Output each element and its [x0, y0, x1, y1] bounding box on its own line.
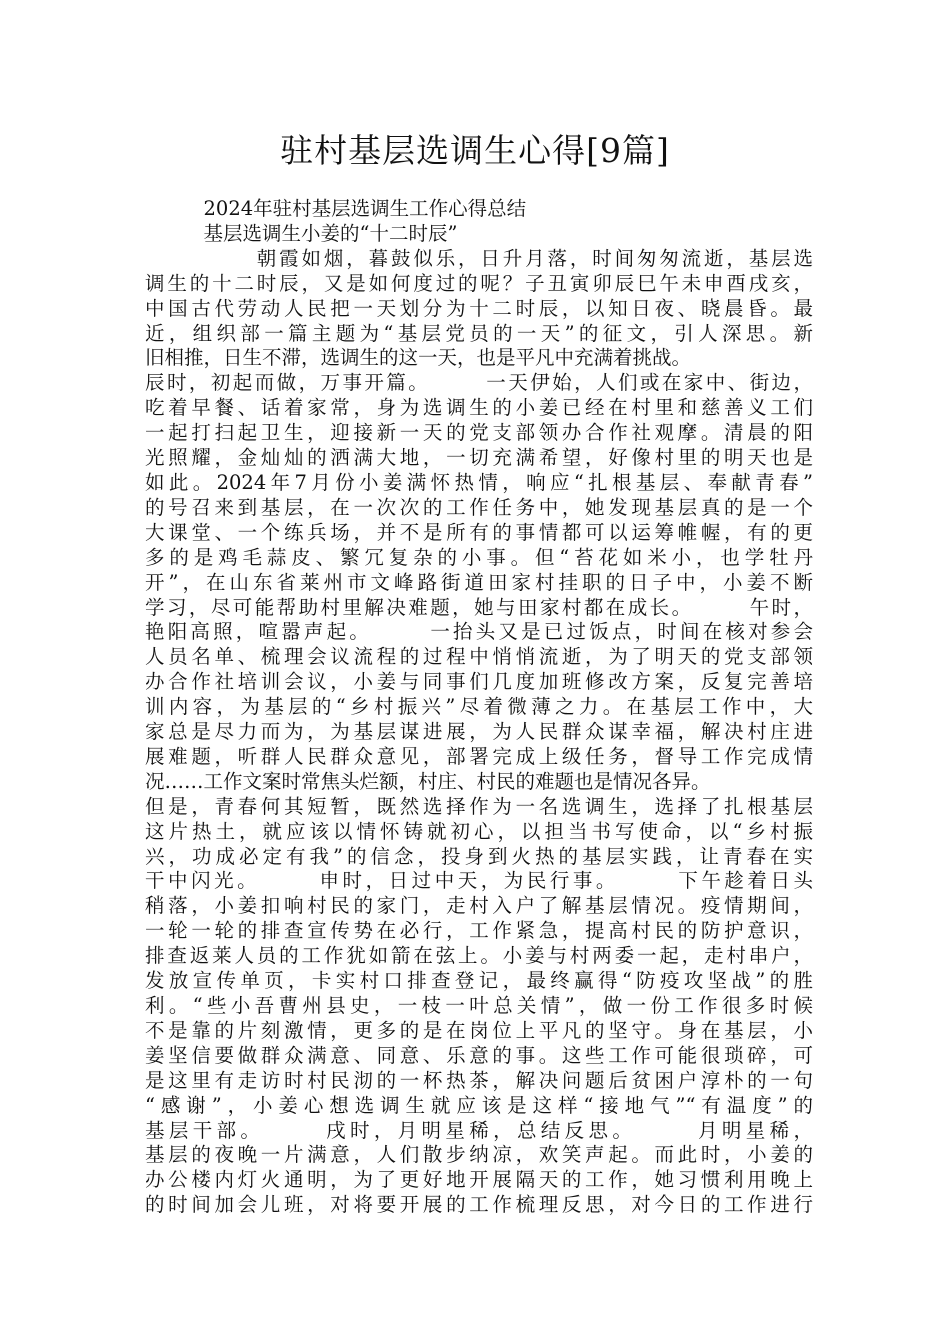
text-line: 基层选调生小姜的“十二时辰” — [145, 221, 458, 245]
text-line: 稍落，小姜扣响村民的家门，走村入户了解基层情况。疫情期间， — [145, 894, 813, 918]
text-line: 开”，在山东省莱州市文峰路街道田家村挂职的日子中，小姜不断 — [145, 570, 813, 594]
text-line: 训内容，为基层的“乡村振兴”尽着微薄之力。在基层工作中，大 — [145, 695, 813, 719]
text-line: 2024年驻村基层选调生工作心得总结 — [145, 197, 527, 220]
text-line: 办公楼内灯火通明，为了更好地开展隔天的工作，她习惯利用晚上 — [145, 1168, 813, 1192]
text-line: 但是，青春何其短暂，既然选择作为一名选调生，选择了扎根基层 — [145, 794, 813, 818]
document-body — [145, 197, 813, 1218]
text-line: 辰时，初起而做，万事开篇。 一天伊始，人们或在家中、街边， — [145, 371, 813, 395]
text-line: 发放宣传单页，卡实村口排查登记，最终赢得“防疫攻坚战”的胜 — [145, 969, 813, 993]
text-line: 一起打扫起卫生，迎接新一天的党支部领办合作社观摩。清晨的阳 — [145, 421, 813, 445]
text-line: 兴，功成必定有我”的信念，投身到火热的基层实践，让青春在实 — [145, 844, 813, 868]
text-line: 光照耀，金灿灿的洒满大地，一切充满希望，好像村里的明天也是 — [145, 446, 813, 470]
text-line: 排查返莱人员的工作犹如箭在弦上。小姜与村两委一起，走村串户， — [145, 944, 813, 968]
text-line: 吃着早餐、话着家常，身为选调生的小姜已经在村里和慈善义工们 — [145, 396, 813, 420]
text-line: 干中闪光。 申时，日过中天，为民行事。 下午趁着日头 — [145, 869, 813, 893]
text-line: 家总是尽力而为，为基层谋进展，为人民群众谋幸福，解决村庄进 — [145, 720, 813, 744]
text-line: 一轮一轮的排查宣传势在必行，工作紧急，提高村民的防护意识， — [145, 919, 813, 943]
text-line: 基层的夜晚一片满意，人们散步纳凉，欢笑声起。而此时，小姜的 — [145, 1143, 813, 1167]
text-line: 调生的十二时辰，又是如何度过的呢？子丑寅卯辰巳午未申酉戌亥， — [145, 271, 813, 295]
text-line: “感谢”，小姜心想选调生就应该是这样“接地气”“有温度”的 — [145, 1093, 813, 1117]
text-line: 姜坚信要做群众满意、同意、乐意的事。这些工作可能很琐碎，可 — [145, 1043, 813, 1067]
text-line: 是这里有走访时村民沏的一杯热茶，解决问题后贫困户淳朴的一句 — [145, 1068, 813, 1092]
text-line: 如此。2024年7月份小姜满怀热情，响应“扎根基层、奉献青春” — [145, 470, 813, 494]
text-line: 多的是鸡毛蒜皮、繁冗复杂的小事。但“苔花如米小，也学牡丹 — [145, 545, 813, 569]
text-line: 展难题，听群人民群众意见，部署完成上级任务，督导工作完成情 — [145, 744, 813, 768]
text-line: 的时间加会儿班，对将要开展的工作梳理反思，对今日的工作进行 — [145, 1193, 813, 1217]
text-line: 不是靠的片刻激情，更多的是在岗位上平凡的坚守。身在基层，小 — [145, 1018, 813, 1042]
text-line: 基层干部。 戌时，月明星稀，总结反思。 月明星稀， — [145, 1118, 813, 1142]
text-line: 的号召来到基层，在一次次的工作任务中，她发现基层真的是一个 — [145, 495, 813, 519]
text-line: 中国古代劳动人民把一天划分为十二时辰，以知日夜、晓晨昏。最 — [145, 296, 813, 320]
text-line: 旧相推，日生不滞，选调生的这一天，也是平凡中充满着挑战。 — [145, 346, 692, 370]
text-line: 人员名单、梳理会议流程的过程中悄悄流逝，为了明天的党支部领 — [145, 645, 813, 669]
text-line: 这片热土，就应该以情怀铸就初心，以担当书写使命，以“乡村振 — [145, 819, 813, 843]
text-line: 学习，尽可能帮助村里解决难题，她与田家村都在成长。 午时， — [145, 595, 813, 619]
text-line: 办合作社培训会议，小姜与同事们几度加班修改方案，反复完善培 — [145, 670, 813, 694]
document-title: 驻村基层选调生心得[9篇] — [280, 131, 670, 170]
text-line: 况……工作文案时常焦头烂额，村庄、村民的难题也是情况各异。 — [145, 769, 711, 793]
text-line: 利。“些小吾曹州县史，一枝一叶总关情”，做一份工作很多时候 — [145, 994, 813, 1017]
text-line: 艳阳高照，喧嚣声起。 一抬头又是已过饭点，时间在核对参会 — [145, 620, 813, 644]
text-line: 大课堂、一个练兵场，并不是所有的事情都可以运筹帷幄，有的更 — [145, 520, 813, 544]
text-line: 朝霞如烟，暮鼓似乐，日升月落，时间匆匆流逝，基层选 — [145, 246, 813, 270]
text-line: 近，组织部一篇主题为“基层党员的一天”的征文，引人深思。新 — [145, 321, 813, 345]
